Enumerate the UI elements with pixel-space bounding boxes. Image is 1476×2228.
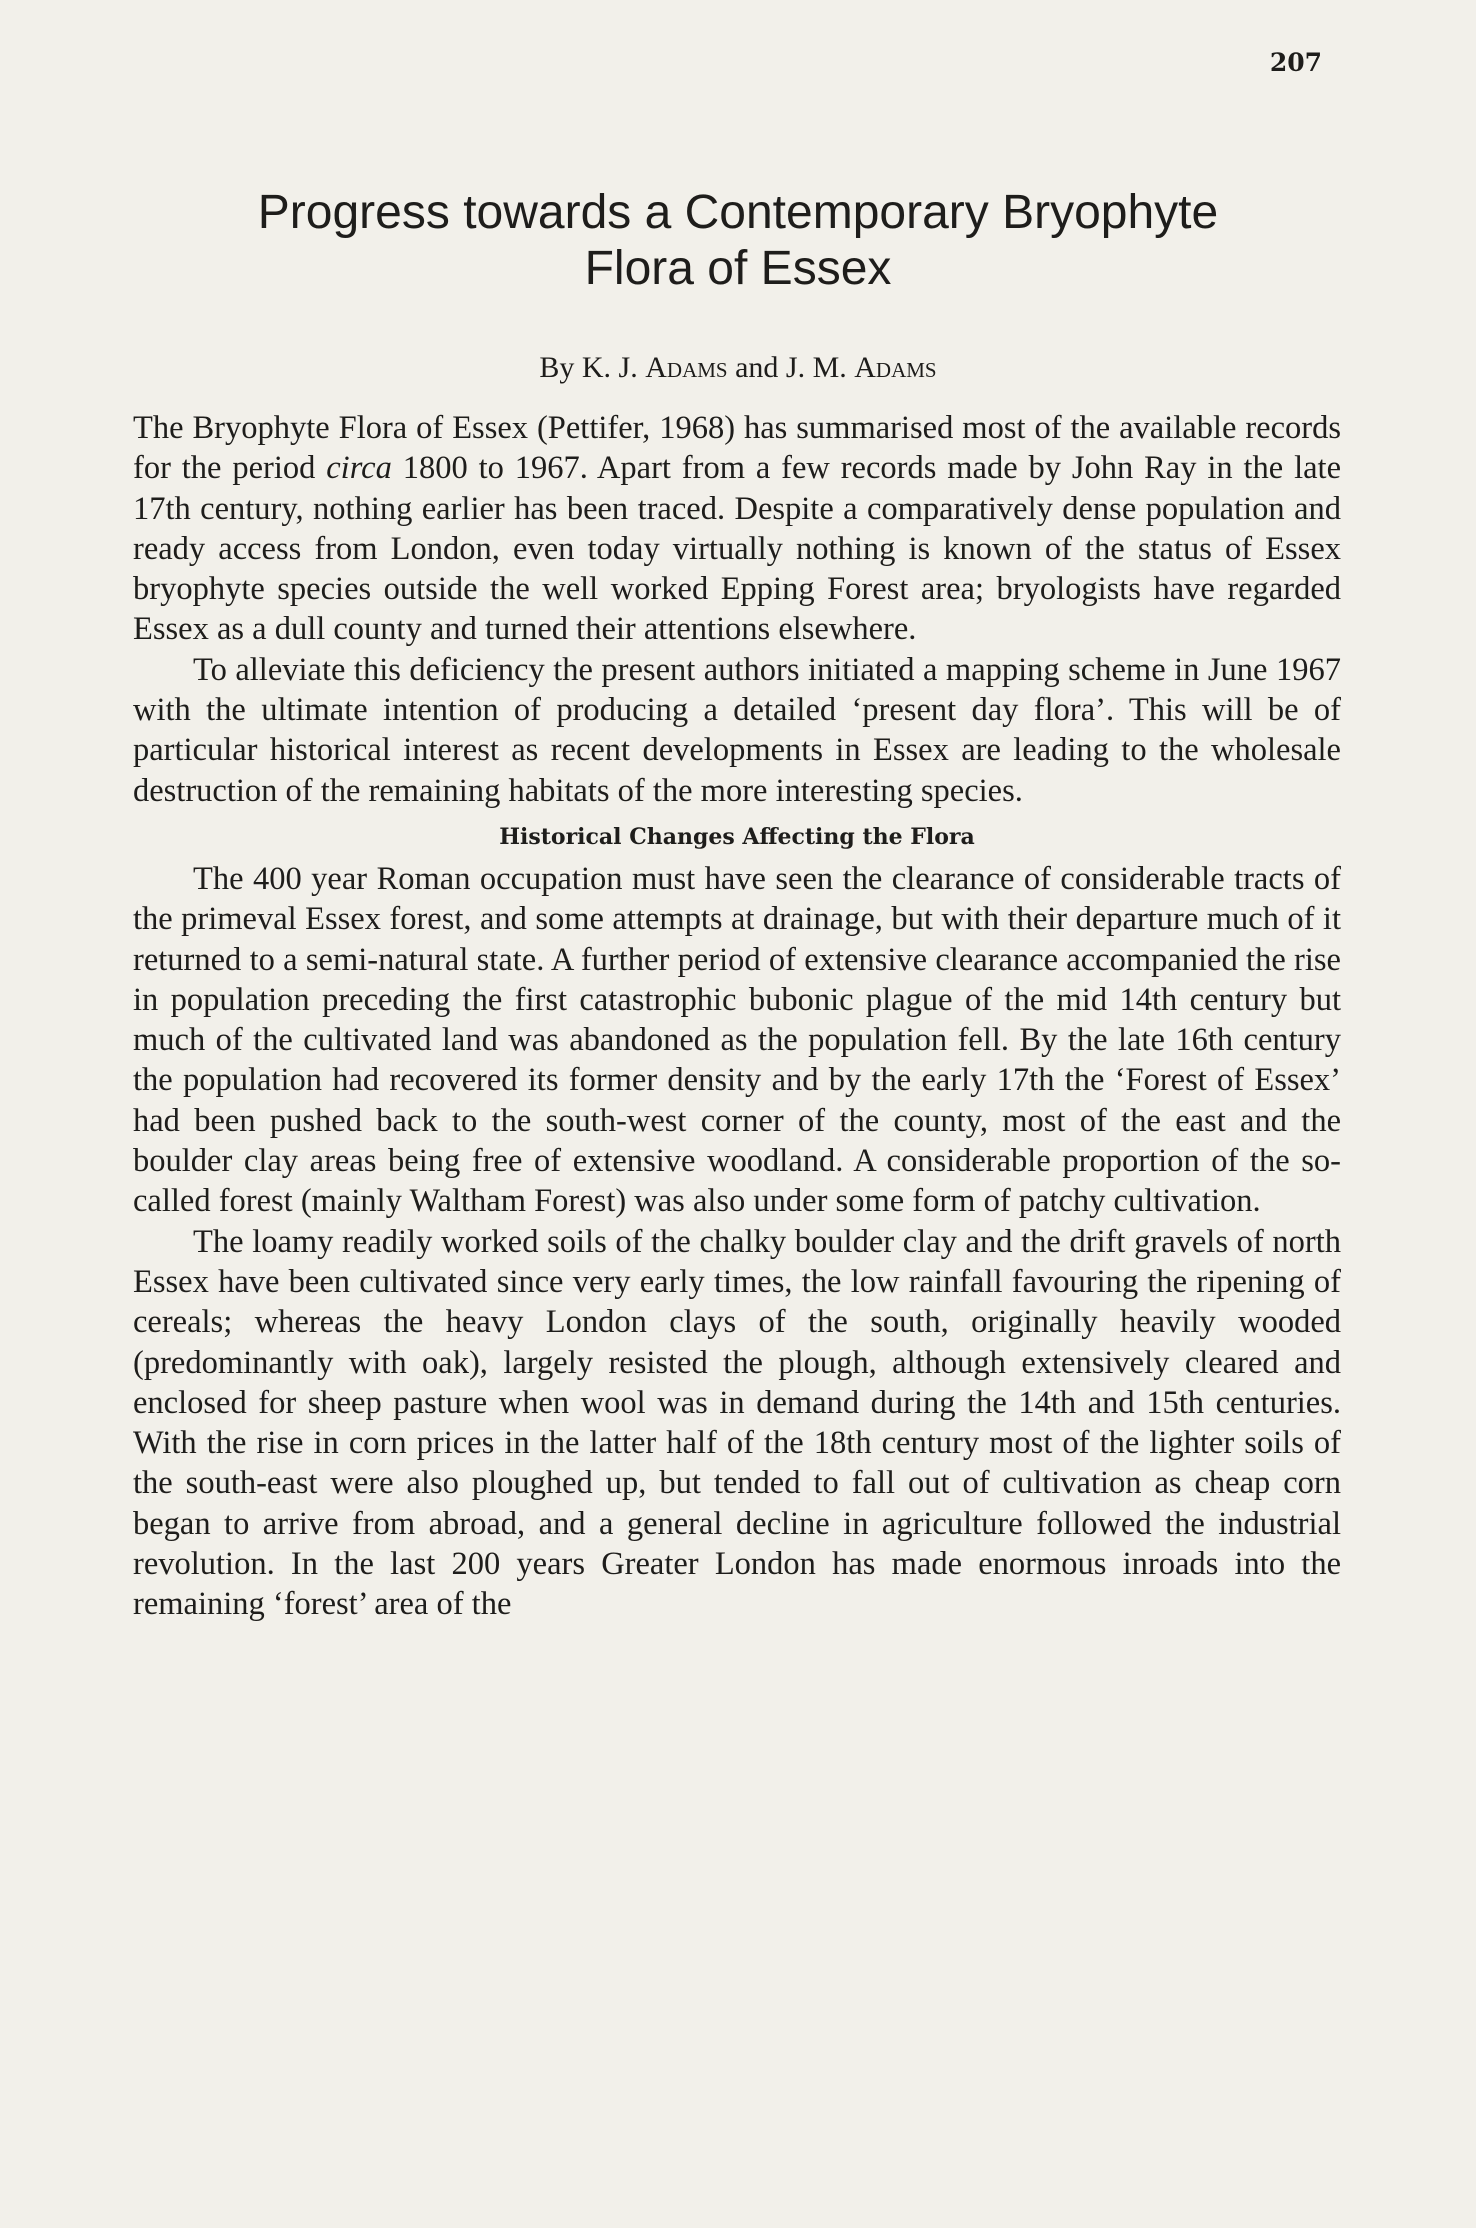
intro-paragraph-1 (133, 408, 1341, 650)
byline (130, 350, 1346, 386)
page-number: 207 (1269, 48, 1322, 77)
historical-paragraph-1: The 400 year Roman occupation must have seen the clearance of considerable tracts of the primeval Essex forest, and some attempts at drainage, but with their departure much of it returned to a semi-natural state. A further period of extensive clearance accompanied the rise in population preceding the first catastrophic bubonic plague of the mid 14th century but much of the cultivated land was abandoned as the population fell. By the late 16th century the population had recovered its former density and by the early 17th the ‘Forest of Essex’ had been pushed back to the south-west corner of the county, most of the east and the boulder clay areas being free of extensive woodland. A considerable proportion of the so-called forest (mainly Waltham Forest) was also under some form of patchy cultivation. (133, 860, 1341, 1220)
article-body (133, 408, 1341, 1625)
author-2-surname: Adams (854, 351, 937, 384)
article-title (130, 185, 1346, 297)
intro-p1-text-a: The Bryophyte Flora of Essex (Pettifer, 1968) has summarised most of the available records for the period (133, 410, 1341, 487)
intro-p1-text-b: 1800 to 1967. Apart from a few records made by John Ray in the late 17th century, nothing earlier has been traced. Despite a comparatively dense population and ready access from London, even today virtually nothing is known of the status of Essex bryophyte species outside the well worked Epping Forest area; bryologists have regarded Essex as a dull county and turned their attentions elsewhere. (133, 450, 1341, 648)
author-1-surname: Adams (645, 351, 728, 384)
title-line-1: Progress towards a Contemporary Bryophyte (257, 186, 1219, 239)
byline-prefix: By K. J. (539, 351, 646, 384)
title-line-2: Flora of Essex (584, 242, 892, 295)
intro-paragraph-2: To alleviate this deficiency the present authors initiated a mapping scheme in June 1967 with the ultimate intention of producing a detailed ‘present day flora’. This will be of particular historical interest as recent developments in Essex are leading to the wholesale destruction of the remaining habitats of the more interesting species. (133, 651, 1341, 809)
byline-and: and J. M. (727, 351, 855, 384)
intro-p1-italic: circa (326, 450, 392, 487)
historical-paragraph-2: The loamy readily worked soils of the chalky boulder clay and the drift gravels of north Essex have been cultivated since very early times, the low rainfall favouring the ripening of cereals; whereas the heavy London clays of the south, originally heavily wooded (predominantly with oak), largely resisted the plough, although extensively cleared and enclosed for sheep pasture when wool was in demand during the 14th and 15th centuries. With the rise in corn prices in the latter half of the 18th century most of the lighter soils of the south-east were also ploughed up, but tended to fall out of cultivation as cheap corn began to arrive from abroad, and a general decline in agriculture followed the industrial revolution. In the last 200 years Greater London has made enormous inroads into the remaining ‘forest’ area of the (133, 1223, 1341, 1623)
section-heading: Historical Changes Affecting the Flora (499, 823, 975, 850)
